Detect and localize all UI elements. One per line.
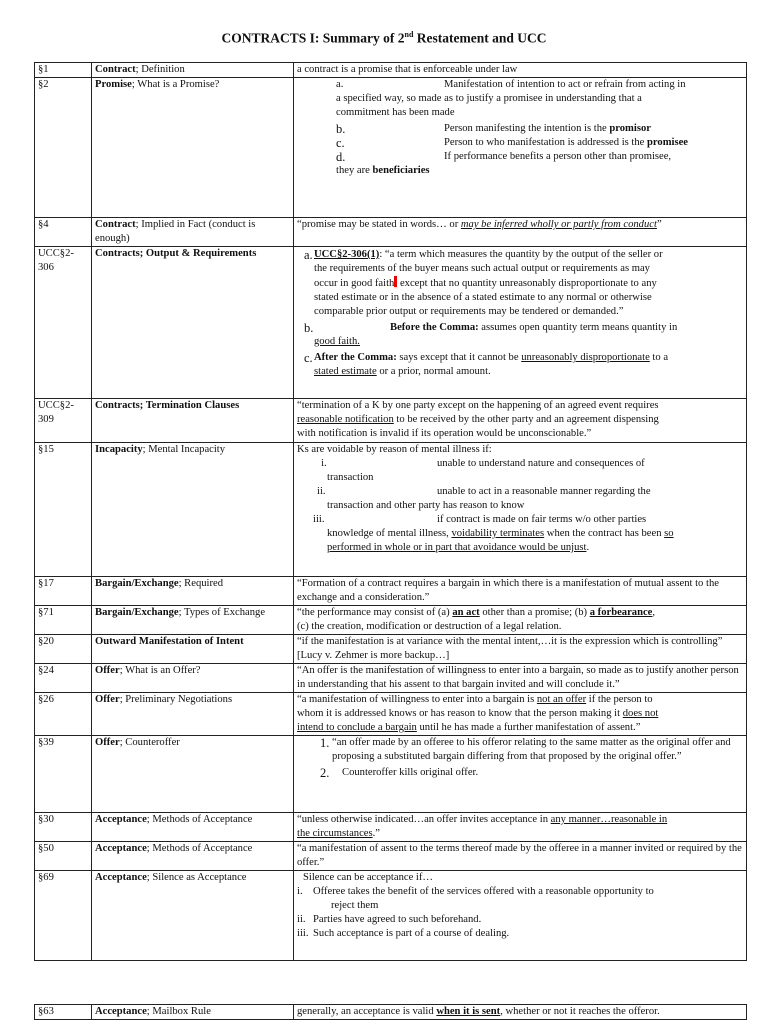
section-cell: §24 [35, 664, 92, 693]
table-row [35, 63, 747, 78]
topic-cell: Acceptance; Methods of Acceptance [92, 813, 294, 842]
list-item: iii. if contract is made on fair terms w/o other parties [313, 514, 647, 525]
list-item: ii. unable to act in a reasonable manner regarding the [317, 486, 651, 497]
summary-table [34, 62, 747, 961]
rule-cell: “the performance may consist of (a) an act other than a promise; (b) a forbearance, (c) the creation, modification or destruction of a legal relation. [294, 606, 747, 635]
table-row [35, 871, 747, 961]
topic-cell: Bargain/Exchange; Required [92, 577, 294, 606]
topic-cell: Offer; Counteroffer [92, 736, 294, 813]
table-row [35, 247, 747, 399]
topic-cell: Bargain/Exchange; Types of Exchange [92, 606, 294, 635]
rule-cell [294, 736, 747, 813]
table-row [35, 1005, 747, 1020]
list-item: i. unable to understand nature and consequences of [321, 458, 645, 469]
table-row [35, 842, 747, 871]
rule-cell: “termination of a K by one party except on the happening of an agreed event requires reasonable notification to be received by the other party and an agreement dispensing with notification is invalid if its operation would be unconscionable.” [294, 399, 747, 443]
table-row [35, 218, 747, 247]
rule-cell: generally, an acceptance is valid when it is sent, whether or not it reaches the offeror. [294, 1005, 747, 1020]
section-cell: §71 [35, 606, 92, 635]
table-row [35, 78, 747, 218]
section-cell: §63 [35, 1005, 92, 1020]
table-row [35, 664, 747, 693]
rule-cell: “a manifestation of assent to the terms thereof made by the offeree in a manner invited or required by the offer.” [294, 842, 747, 871]
list-item: b. Person manifesting the intention is the promisor [336, 122, 651, 136]
section-cell: §26 [35, 693, 92, 736]
section-cell: UCC§2-309 [35, 399, 92, 443]
table-row [35, 635, 747, 664]
summary-table-continued [34, 1004, 747, 1020]
rule-cell: “Formation of a contract requires a bargain in which there is a manifestation of mutual assent to the exchange and a consideration.” [294, 577, 747, 606]
section-cell: §20 [35, 635, 92, 664]
topic-cell: Offer; Preliminary Negotiations [92, 693, 294, 736]
topic-cell: Contracts; Termination Clauses [92, 399, 294, 443]
rule-cell: “if the manifestation is at variance with the mental intent,…it is the expression which is controlling” [Lucy v. Zehmer is more backup…] [294, 635, 747, 664]
section-cell: §50 [35, 842, 92, 871]
list-item: c. Person to who manifestation is addressed is the promisee [336, 136, 689, 150]
rule-cell: Ks are voidable by reason of mental illness if: i. unable to understand nature and consequences of transaction ii. unable to act in a reasonable manner regarding the transaction and other party has reason to know iii. if contract is made on fair terms w/o other parties knowledge of mental illness, voidability terminates when the contract has been so performed in whole or in part that avoidance would be unjust. [294, 443, 747, 577]
table-row [35, 693, 747, 736]
rule-cell: a. UCC§2-306(1): “a term which measures the quantity by the output of the seller or the requirements of the buyer means such actual output or requirements as may occur in good faith except that no quantity unreasonably disproportionate to any stated estimate or in the absence of a stated estimate to any normal or otherwise comparable prior output or requirements may be tendered or demanded.” b. Before the Comma: assumes open quantity term means quantity in good faith. c. After the Comma: says except that it cannot be unreasonably disproportionate to a stated estimate or a prior, normal amount. [294, 247, 747, 399]
rule-cell: “An offer is the manifestation of willingness to enter into a bargain, so made as to justify another person in understanding that his assent to that bargain invited and will conclude it.” [294, 664, 747, 693]
section-cell: §30 [35, 813, 92, 842]
section-cell: §39 [35, 736, 92, 813]
rule-cell: “promise may be stated in words… or may be inferred wholly or partly from conduct” [294, 218, 747, 247]
topic-cell: Acceptance; Methods of Acceptance [92, 842, 294, 871]
section-cell: UCC§2-306 [35, 247, 92, 399]
table-row [35, 736, 747, 813]
topic-cell: Acceptance; Silence as Acceptance [92, 871, 294, 961]
table-row [35, 399, 747, 443]
rule-cell: a contract is a promise that is enforceable under law [294, 63, 747, 78]
topic-cell: Offer; What is an Offer? [92, 664, 294, 693]
document-title: CONTRACTS I: Summary of 2nd Restatement and UCC [221, 30, 547, 46]
section-cell: §2 [35, 78, 92, 218]
table-row [35, 606, 747, 635]
section-cell: §69 [35, 871, 92, 961]
table-row [35, 813, 747, 842]
topic-cell: Acceptance; Mailbox Rule [92, 1005, 294, 1020]
table-row [35, 443, 747, 577]
rule-cell: “unless otherwise indicated…an offer invites acceptance in any manner…reasonable in the circumstances.” [294, 813, 747, 842]
rule-cell: a. Manifestation of intention to act or refrain from acting in a specified way, so made as to justify a promisee in understanding that a commitment has been made b. Person manifesting the intention is the promisor c. Person to who manifestation is addressed is the promisee d. If performance benefits a person other than promisee, they are beneficiaries [294, 78, 747, 218]
list-item: 1. “an offer made by an offeree to his offeror relating to the same matter as the original offer and proposing a substituted bargain differing from that proposed by the original offer.” [320, 736, 731, 762]
rule-cell: “a manifestation of willingness to enter into a bargain is not an offer if the person to whom it is addressed knows or has reason to know that the person making it does not intend to conclude a bargain until he has made a further manifestation of assent.” [294, 693, 747, 736]
topic-cell: Contract; Definition [92, 63, 294, 78]
topic-cell: Promise; What is a Promise? [92, 78, 294, 218]
list-item: ii. Parties have agreed to such beforehand. [297, 914, 482, 925]
section-cell: §15 [35, 443, 92, 577]
section-cell: §4 [35, 218, 92, 247]
table-row [35, 577, 747, 606]
list-item: a. Manifestation of intention to act or refrain from acting in [336, 79, 686, 90]
topic-cell: Contract; Implied in Fact (conduct is enough) [92, 218, 294, 247]
list-item: d. If performance benefits a person other than promisee, [336, 150, 672, 164]
list-item: 2. Counteroffer kills original offer. [320, 766, 479, 780]
section-cell: §1 [35, 63, 92, 78]
topic-cell: Outward Manifestation of Intent [92, 635, 294, 664]
list-item: i. Offeree takes the benefit of the services offered with a reasonable opportunity to [297, 886, 654, 897]
list-item: iii. Such acceptance is part of a course of dealing. [297, 928, 510, 939]
rule-cell: Silence can be acceptance if… i. Offeree takes the benefit of the services offered with a reasonable opportunity to reject them ii. Parties have agreed to such beforehand. iii. Such acceptance is part of a course of dealing. [294, 871, 747, 961]
topic-cell: Contracts; Output & Requirements [92, 247, 294, 399]
topic-cell: Incapacity; Mental Incapacity [92, 443, 294, 577]
section-cell: §17 [35, 577, 92, 606]
